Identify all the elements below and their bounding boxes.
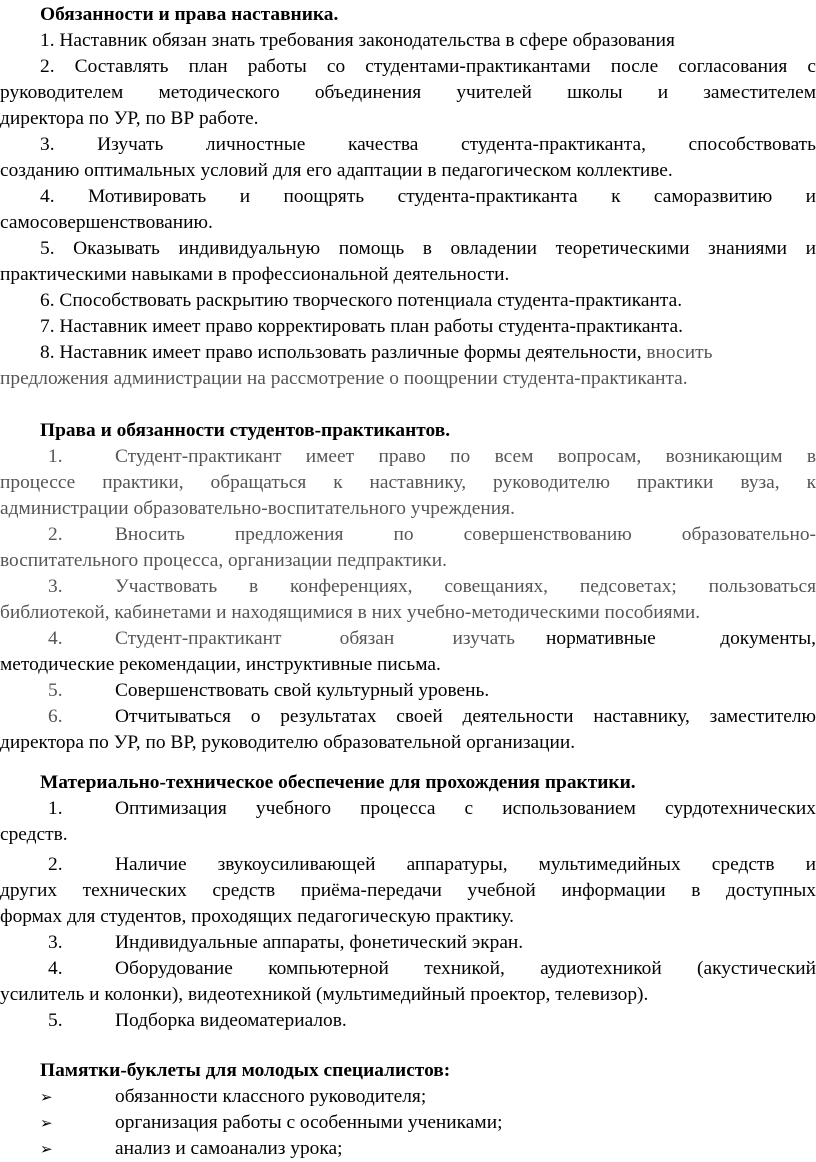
list-number: 4. bbox=[48, 958, 63, 979]
paragraph-line: предложения администрации на рассмотрение о поощрении студента-практиканта. bbox=[0, 368, 688, 389]
paragraph-line: 4. Мотивировать и поощрять студента-практиканта к саморазвитию и bbox=[40, 186, 816, 207]
paragraph-line: 7. Наставник имеет право корректировать план работы студента-практиканта. bbox=[40, 316, 683, 337]
paragraph-line: 1. Наставник обязан знать требования законодательства в сфере образования bbox=[40, 30, 675, 51]
paragraph-line: других технических средств приёма-передачи учебной информации в доступных bbox=[0, 880, 816, 901]
list-text-words: Студент-практикант обязан изучать bbox=[115, 628, 515, 649]
list-text: Подборка видеоматериалов. bbox=[115, 1010, 347, 1031]
list-number: 1. bbox=[48, 446, 63, 467]
paragraph-line: директора по УР, по ВР, руководителю образовательной организации. bbox=[0, 732, 576, 753]
arrowhead-bullet-icon: ➢ bbox=[40, 1088, 53, 1106]
bullet-text: обязанности классного руководителя; bbox=[115, 1086, 427, 1107]
list-text-part bbox=[115, 626, 515, 652]
paragraph-text-grey: вносить bbox=[641, 342, 713, 363]
list-number: 4. bbox=[48, 628, 63, 649]
bullet-text: организация работы с особенными учениками; bbox=[115, 1112, 503, 1133]
section-title-students: Права и обязанности студентов-практикантов. bbox=[40, 420, 451, 441]
paragraph-line: администрации образовательно-воспитательного учреждения. bbox=[0, 498, 515, 519]
list-text-part: нормативные документы, bbox=[546, 628, 816, 649]
paragraph-line: 2. Составлять план работы со студентами-практикантами после согласования с bbox=[40, 56, 816, 77]
list-text: Студент-практикант имеет право по всем вопросам, возникающим в bbox=[115, 446, 816, 467]
list-number: 2. bbox=[48, 854, 63, 875]
paragraph-line: библиотекой, кабинетами и находящимися в них учебно-методическими пособиями. bbox=[0, 602, 701, 623]
arrowhead-bullet-icon: ➢ bbox=[40, 1140, 53, 1158]
list-text: Индивидуальные аппараты, фонетический экран. bbox=[115, 932, 524, 953]
paragraph-line: 5. Оказывать индивидуальную помощь в овладении теоретическими знаниями и bbox=[40, 238, 816, 259]
list-text: Оптимизация учебного процесса с использованием сурдотехнических bbox=[115, 798, 816, 819]
paragraph-line bbox=[0, 340, 816, 366]
paragraph-text: 8. Наставник имеет право использовать различные формы деятельности, bbox=[40, 342, 642, 363]
list-number: 2. bbox=[48, 524, 63, 545]
list-number: 3. bbox=[48, 932, 63, 953]
list-text: Участвовать в конференциях, совещаниях, педсоветах; пользоваться bbox=[115, 576, 816, 597]
paragraph-line: воспитательного процесса, организации педпрактики. bbox=[0, 550, 447, 571]
list-text: Совершенствовать свой культурный уровень. bbox=[115, 680, 490, 701]
list-text: Вносить предложения по совершенствованию образовательно- bbox=[115, 524, 816, 545]
paragraph-line: практическими навыками в профессиональной деятельности. bbox=[0, 264, 510, 285]
list-number: 3. bbox=[48, 576, 63, 597]
paragraph-line: 3. Изучать личностные качества студента-практиканта, способствовать bbox=[40, 134, 816, 155]
paragraph-line: усилитель и колонки), видеотехникой (мультимедийный проектор, телевизор). bbox=[0, 984, 649, 1005]
paragraph-line: самосовершенствованию. bbox=[0, 212, 213, 233]
paragraph-line: директора по УР, по ВР работе. bbox=[0, 108, 259, 129]
list-text: Наличие звукоусиливающей аппаратуры, мультимедийных средств и bbox=[115, 854, 816, 875]
bullet-text: анализ и самоанализ урока; bbox=[115, 1138, 343, 1159]
list-number: 1. bbox=[48, 798, 63, 819]
paragraph-line: 6. Способствовать раскрытию творческого потенциала студента-практиканта. bbox=[40, 290, 683, 311]
list-text: Отчитываться о результатах своей деятельности наставнику, заместителю bbox=[115, 706, 816, 727]
paragraph-line: формах для студентов, проходящих педагогическую практику. bbox=[0, 906, 514, 927]
list-text: Оборудование компьютерной техникой, аудиотехникой (акустический bbox=[115, 958, 816, 979]
paragraph-line: средств. bbox=[0, 824, 68, 845]
list-number: 6. bbox=[48, 706, 63, 727]
list-text bbox=[115, 626, 816, 652]
section-title-equipment: Материально-техническое обеспечение для прохождения практики. bbox=[40, 772, 636, 793]
paragraph-line: процессе практики, обращаться к наставнику, руководителю практики вуза, к bbox=[0, 472, 816, 493]
section-title-mentor: Обязанности и права наставника. bbox=[40, 4, 339, 25]
paragraph-line: методические рекомендации, инструктивные письма. bbox=[0, 654, 441, 675]
list-number: 5. bbox=[48, 680, 63, 701]
arrowhead-bullet-icon: ➢ bbox=[40, 1114, 53, 1132]
paragraph-line: руководителем методического объединения учителей школы и заместителем bbox=[0, 82, 816, 103]
paragraph-line: созданию оптимальных условий для его адаптации в педагогическом коллективе. bbox=[0, 160, 673, 181]
section-title-booklets: Памятки-буклеты для молодых специалистов: bbox=[40, 1060, 451, 1081]
list-number: 5. bbox=[48, 1010, 63, 1031]
